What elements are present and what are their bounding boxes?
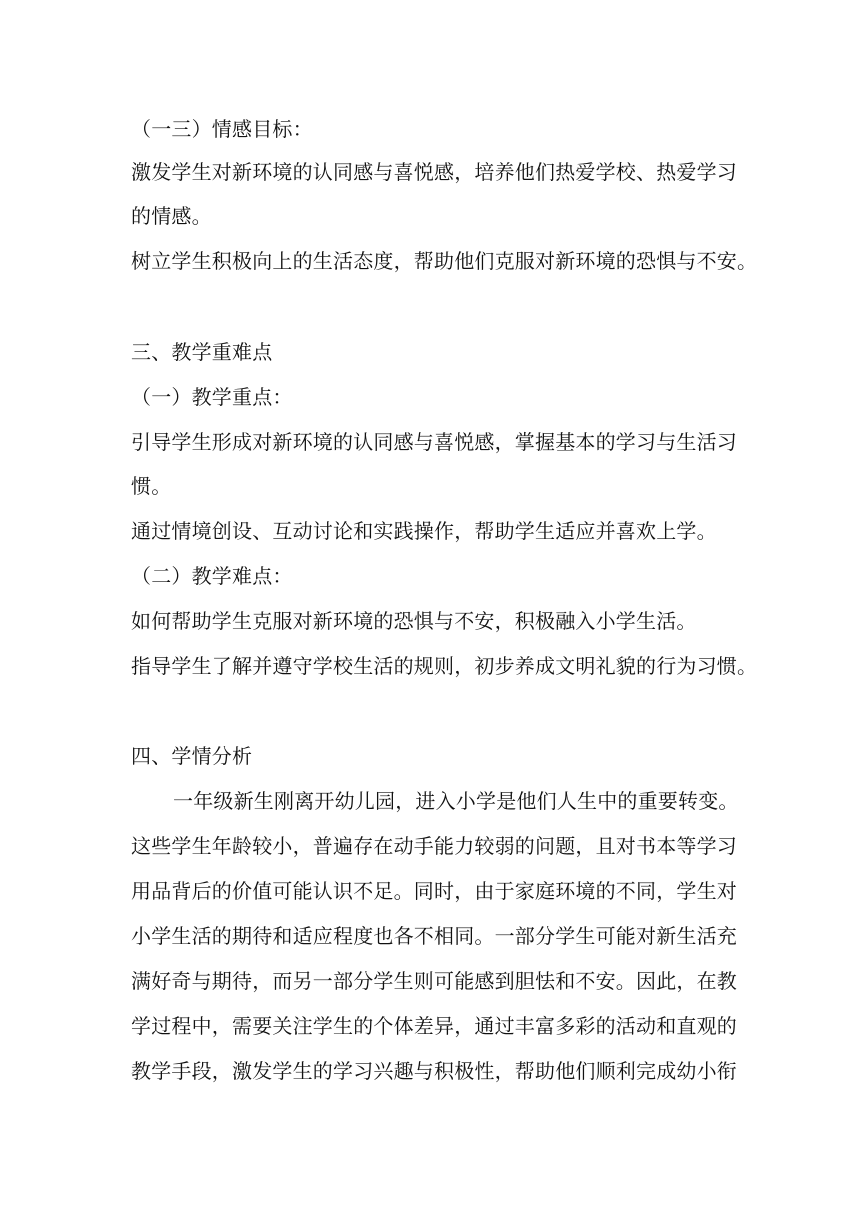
teaching-difficulty-line-2: 指导学生了解并遵守学校生活的规则，初步养成文明礼貌的行为习惯。 (131, 654, 758, 678)
affective-goal-line-2: 的情感。 (131, 204, 212, 228)
affective-goal-heading: （一三）情感目标： (131, 117, 313, 141)
key-points-heading: 三、教学重难点 (131, 340, 273, 364)
analysis-line-2: 这些学生年龄较小，普遍存在动手能力较弱的问题，且对书本等学习 (131, 834, 737, 858)
teaching-focus-line-1: 引导学生形成对新环境的认同感与喜悦感，掌握基本的学习与生活习 (131, 430, 737, 454)
teaching-difficulty-line-1: 如何帮助学生克服对新环境的恐惧与不安，积极融入小学生活。 (131, 609, 697, 633)
teaching-focus-line-2: 惯。 (131, 474, 172, 498)
analysis-heading: 四、学情分析 (131, 744, 253, 768)
teaching-difficulty-heading: （二）教学难点： (131, 564, 293, 588)
analysis-line-5: 满好奇与期待，而另一部分学生则可能感到胆怯和不安。因此，在教 (131, 969, 737, 993)
affective-goal-line-1: 激发学生对新环境的认同感与喜悦感，培养他们热爱学校、热爱学习 (131, 160, 737, 184)
teaching-focus-heading: （一）教学重点： (131, 385, 293, 409)
affective-goal-line-3: 树立学生积极向上的生活态度，帮助他们克服对新环境的恐惧与不安。 (131, 249, 758, 273)
analysis-line-1: 一年级新生刚离开幼儿园，进入小学是他们人生中的重要转变。 (173, 789, 739, 813)
teaching-focus-line-3: 通过情境创设、互动讨论和实践操作，帮助学生适应并喜欢上学。 (131, 519, 717, 543)
analysis-line-6: 学过程中，需要关注学生的个体差异，通过丰富多彩的活动和直观的 (131, 1014, 737, 1038)
analysis-line-3: 用品背后的价值可能认识不足。同时，由于家庭环境的不同，学生对 (131, 879, 737, 903)
analysis-line-4: 小学生活的期待和适应程度也各不相同。一部分学生可能对新生活充 (131, 924, 737, 948)
analysis-line-7: 教学手段，激发学生的学习兴趣与积极性，帮助他们顺利完成幼小衔 (131, 1059, 737, 1083)
